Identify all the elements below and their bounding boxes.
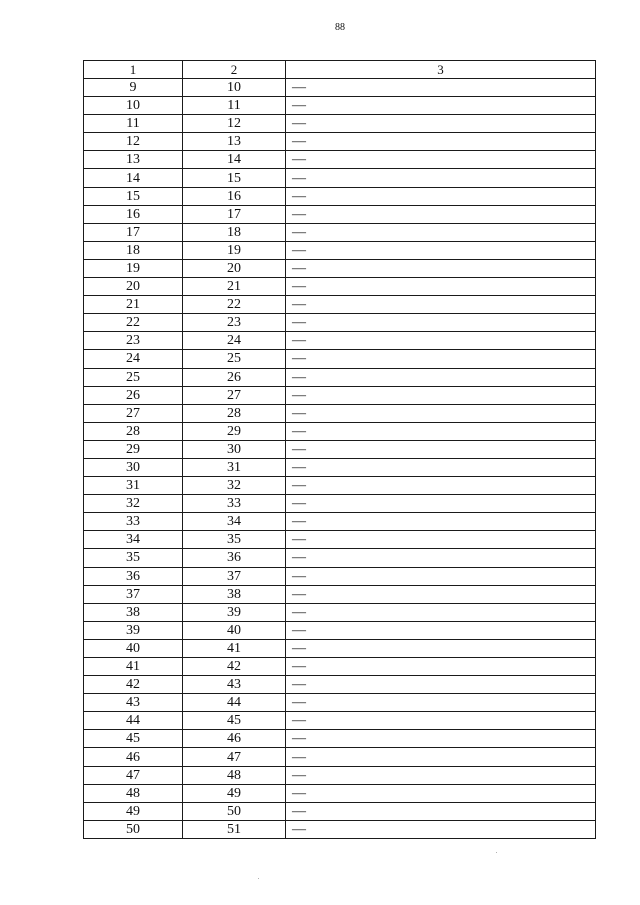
table-cell-col-3: — bbox=[286, 458, 596, 476]
table-cell-col-2: 40 bbox=[183, 621, 286, 639]
table-row bbox=[84, 495, 596, 513]
table-cell-col-3: — bbox=[286, 278, 596, 296]
table-cell-col-3: — bbox=[286, 802, 596, 820]
table-cell-col-2: 48 bbox=[183, 766, 286, 784]
table-cell-col-3: — bbox=[286, 97, 596, 115]
table-cell-col-3: — bbox=[286, 169, 596, 187]
table-cell-col-1: 16 bbox=[84, 205, 183, 223]
table-cell-col-1: 40 bbox=[84, 639, 183, 657]
column-header-1: 1 bbox=[84, 61, 183, 79]
table-row bbox=[84, 133, 596, 151]
table-cell-col-1: 46 bbox=[84, 748, 183, 766]
table-cell-col-1: 21 bbox=[84, 296, 183, 314]
table-cell-col-3: — bbox=[286, 549, 596, 567]
table-row bbox=[84, 748, 596, 766]
table-cell-col-2: 50 bbox=[183, 802, 286, 820]
table-row bbox=[84, 187, 596, 205]
table-cell-col-1: 15 bbox=[84, 187, 183, 205]
table-row bbox=[84, 223, 596, 241]
table-cell-col-2: 49 bbox=[183, 784, 286, 802]
table-cell-col-2: 38 bbox=[183, 585, 286, 603]
table-cell-col-3: — bbox=[286, 694, 596, 712]
table-cell-col-2: 39 bbox=[183, 603, 286, 621]
table-cell-col-2: 21 bbox=[183, 278, 286, 296]
table-cell-col-3: — bbox=[286, 658, 596, 676]
table-cell-col-3: — bbox=[286, 314, 596, 332]
table-cell-col-1: 43 bbox=[84, 694, 183, 712]
table-cell-col-3: — bbox=[286, 513, 596, 531]
table-cell-col-1: 42 bbox=[84, 676, 183, 694]
table-cell-col-1: 25 bbox=[84, 368, 183, 386]
table-cell-col-3: — bbox=[286, 350, 596, 368]
table-cell-col-3: — bbox=[286, 79, 596, 97]
table-row bbox=[84, 97, 596, 115]
table-row bbox=[84, 332, 596, 350]
table-row bbox=[84, 784, 596, 802]
table-cell-col-2: 27 bbox=[183, 386, 286, 404]
table-row bbox=[84, 115, 596, 133]
table-cell-col-3: — bbox=[286, 531, 596, 549]
table-row bbox=[84, 676, 596, 694]
table-cell-col-2: 33 bbox=[183, 495, 286, 513]
table-cell-col-1: 35 bbox=[84, 549, 183, 567]
table-cell-col-3: — bbox=[286, 296, 596, 314]
table-cell-col-3: — bbox=[286, 766, 596, 784]
table-row bbox=[84, 422, 596, 440]
table-row bbox=[84, 151, 596, 169]
table-cell-col-2: 22 bbox=[183, 296, 286, 314]
table-row bbox=[84, 730, 596, 748]
table-row bbox=[84, 658, 596, 676]
table-cell-col-3: — bbox=[286, 241, 596, 259]
table-cell-col-2: 32 bbox=[183, 477, 286, 495]
table-cell-col-2: 36 bbox=[183, 549, 286, 567]
table-cell-col-1: 41 bbox=[84, 658, 183, 676]
table-cell-col-1: 48 bbox=[84, 784, 183, 802]
table-row bbox=[84, 368, 596, 386]
table-cell-col-3: — bbox=[286, 639, 596, 657]
table-cell-col-1: 19 bbox=[84, 259, 183, 277]
table-cell-col-1: 45 bbox=[84, 730, 183, 748]
table-cell-col-2: 47 bbox=[183, 748, 286, 766]
table-cell-col-3: — bbox=[286, 621, 596, 639]
table-cell-col-1: 44 bbox=[84, 712, 183, 730]
table-row bbox=[84, 386, 596, 404]
table-cell-col-3: — bbox=[286, 567, 596, 585]
table-cell-col-2: 29 bbox=[183, 422, 286, 440]
table-row bbox=[84, 314, 596, 332]
table-cell-col-2: 43 bbox=[183, 676, 286, 694]
table-cell-col-2: 42 bbox=[183, 658, 286, 676]
column-header-3: 3 bbox=[286, 61, 596, 79]
table-row bbox=[84, 241, 596, 259]
table-cell-col-2: 45 bbox=[183, 712, 286, 730]
table-cell-col-3: — bbox=[286, 205, 596, 223]
table-cell-col-2: 51 bbox=[183, 820, 286, 838]
table-cell-col-2: 37 bbox=[183, 567, 286, 585]
table-cell-col-3: — bbox=[286, 223, 596, 241]
table-cell-col-1: 49 bbox=[84, 802, 183, 820]
table-cell-col-3: — bbox=[286, 386, 596, 404]
table-row bbox=[84, 513, 596, 531]
table-cell-col-1: 13 bbox=[84, 151, 183, 169]
table-cell-col-2: 19 bbox=[183, 241, 286, 259]
table-cell-col-1: 28 bbox=[84, 422, 183, 440]
table-cell-col-1: 27 bbox=[84, 404, 183, 422]
table-cell-col-1: 34 bbox=[84, 531, 183, 549]
table-row bbox=[84, 296, 596, 314]
table-row bbox=[84, 802, 596, 820]
table-row bbox=[84, 458, 596, 476]
table-cell-col-2: 13 bbox=[183, 133, 286, 151]
table-cell-col-1: 33 bbox=[84, 513, 183, 531]
table-cell-col-3: — bbox=[286, 422, 596, 440]
table-row bbox=[84, 820, 596, 838]
table-cell-col-2: 25 bbox=[183, 350, 286, 368]
scan-speck bbox=[258, 878, 259, 879]
table-cell-col-2: 16 bbox=[183, 187, 286, 205]
table-cell-col-3: — bbox=[286, 676, 596, 694]
page-number: 88 bbox=[335, 22, 345, 33]
table-cell-col-3: — bbox=[286, 368, 596, 386]
table-cell-col-3: — bbox=[286, 712, 596, 730]
table-cell-col-3: — bbox=[286, 585, 596, 603]
table-cell-col-3: — bbox=[286, 115, 596, 133]
table-cell-col-3: — bbox=[286, 784, 596, 802]
table-cell-col-1: 26 bbox=[84, 386, 183, 404]
table-row bbox=[84, 585, 596, 603]
table-cell-col-2: 26 bbox=[183, 368, 286, 386]
table-row bbox=[84, 79, 596, 97]
table-cell-col-1: 10 bbox=[84, 97, 183, 115]
table-cell-col-3: — bbox=[286, 404, 596, 422]
table-cell-col-1: 17 bbox=[84, 223, 183, 241]
table-cell-col-3: — bbox=[286, 259, 596, 277]
table-cell-col-2: 41 bbox=[183, 639, 286, 657]
table-cell-col-2: 12 bbox=[183, 115, 286, 133]
table-cell-col-3: — bbox=[286, 440, 596, 458]
table-row bbox=[84, 549, 596, 567]
table-header-row bbox=[84, 61, 596, 79]
table-row bbox=[84, 639, 596, 657]
table-cell-col-1: 22 bbox=[84, 314, 183, 332]
table-cell-col-1: 12 bbox=[84, 133, 183, 151]
table-cell-col-2: 23 bbox=[183, 314, 286, 332]
table-row bbox=[84, 169, 596, 187]
table-cell-col-1: 23 bbox=[84, 332, 183, 350]
table-row bbox=[84, 278, 596, 296]
table-cell-col-2: 31 bbox=[183, 458, 286, 476]
table-body bbox=[84, 61, 596, 839]
table-cell-col-1: 29 bbox=[84, 440, 183, 458]
table-cell-col-1: 50 bbox=[84, 820, 183, 838]
table-cell-col-1: 24 bbox=[84, 350, 183, 368]
table-cell-col-1: 30 bbox=[84, 458, 183, 476]
table-row bbox=[84, 205, 596, 223]
table-row bbox=[84, 350, 596, 368]
table-cell-col-2: 14 bbox=[183, 151, 286, 169]
table-cell-col-3: — bbox=[286, 332, 596, 350]
table-cell-col-1: 38 bbox=[84, 603, 183, 621]
table-cell-col-1: 39 bbox=[84, 621, 183, 639]
table-cell-col-1: 32 bbox=[84, 495, 183, 513]
table-cell-col-2: 24 bbox=[183, 332, 286, 350]
table-row bbox=[84, 712, 596, 730]
table-cell-col-2: 20 bbox=[183, 259, 286, 277]
table-cell-col-1: 11 bbox=[84, 115, 183, 133]
table-row bbox=[84, 567, 596, 585]
table-cell-col-2: 30 bbox=[183, 440, 286, 458]
table-cell-col-3: — bbox=[286, 477, 596, 495]
table-cell-col-3: — bbox=[286, 187, 596, 205]
table-cell-col-3: — bbox=[286, 603, 596, 621]
data-table bbox=[83, 60, 596, 839]
table-cell-col-1: 14 bbox=[84, 169, 183, 187]
table-cell-col-3: — bbox=[286, 495, 596, 513]
column-header-2: 2 bbox=[183, 61, 286, 79]
table-cell-col-1: 9 bbox=[84, 79, 183, 97]
table-cell-col-1: 31 bbox=[84, 477, 183, 495]
table-cell-col-1: 20 bbox=[84, 278, 183, 296]
table-cell-col-2: 35 bbox=[183, 531, 286, 549]
table-cell-col-1: 18 bbox=[84, 241, 183, 259]
table-cell-col-2: 15 bbox=[183, 169, 286, 187]
table-cell-col-3: — bbox=[286, 151, 596, 169]
table-cell-col-2: 28 bbox=[183, 404, 286, 422]
table-row bbox=[84, 531, 596, 549]
table-cell-col-3: — bbox=[286, 730, 596, 748]
table-row bbox=[84, 404, 596, 422]
table-cell-col-3: — bbox=[286, 820, 596, 838]
table-cell-col-1: 47 bbox=[84, 766, 183, 784]
table-cell-col-2: 34 bbox=[183, 513, 286, 531]
table-row bbox=[84, 766, 596, 784]
table-cell-col-2: 18 bbox=[183, 223, 286, 241]
table-cell-col-2: 11 bbox=[183, 97, 286, 115]
table-cell-col-2: 44 bbox=[183, 694, 286, 712]
table-row bbox=[84, 694, 596, 712]
table-cell-col-1: 36 bbox=[84, 567, 183, 585]
table-row bbox=[84, 440, 596, 458]
scan-speck bbox=[496, 852, 497, 853]
table-row bbox=[84, 603, 596, 621]
table-row bbox=[84, 621, 596, 639]
table-cell-col-3: — bbox=[286, 133, 596, 151]
table-cell-col-2: 46 bbox=[183, 730, 286, 748]
table-cell-col-2: 10 bbox=[183, 79, 286, 97]
table-cell-col-2: 17 bbox=[183, 205, 286, 223]
table-cell-col-1: 37 bbox=[84, 585, 183, 603]
table-row bbox=[84, 477, 596, 495]
table-row bbox=[84, 259, 596, 277]
table-cell-col-3: — bbox=[286, 748, 596, 766]
